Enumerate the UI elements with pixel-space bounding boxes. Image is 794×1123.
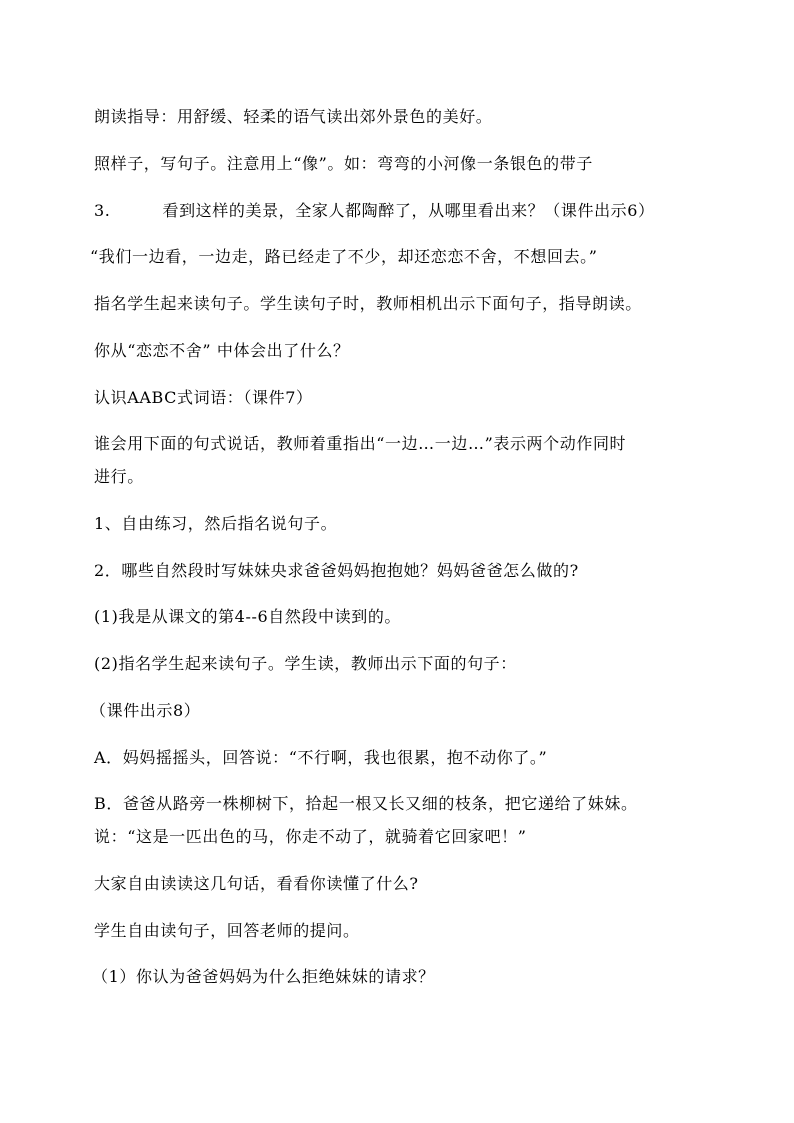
- text-line-12: (1)我是从课文的第4--6自然段中读到的。: [94, 607, 402, 626]
- text-line-7: 认识AABC式词语：（课件7）: [94, 388, 313, 407]
- text-line-1: 朗读指导：用舒缓、轻柔的语气读出郊外景色的美好。: [94, 107, 493, 126]
- text-line-14: （课件出示8）: [90, 701, 201, 720]
- text-line-4: “我们一边看，一边走，路已经走了不少，却还恋恋不舍，不想回去。”: [90, 247, 598, 266]
- text-line-15: A．妈妈摇摇头，回答说：“不行啊，我也很累，抱不动你了。”: [94, 748, 548, 767]
- text-line-3: [94, 201, 655, 221]
- text-line-17: 说：“这是一匹出色的马，你走不动了，就骑着它回家吧！”: [94, 827, 527, 846]
- item-text: 看到这样的美景，全家人都陶醉了，从哪里看出来？（课件出示6）: [162, 201, 655, 220]
- item-number: 3.: [94, 201, 111, 220]
- text-line-20: （1）你认为爸爸妈妈为什么拒绝妹妹的请求？: [92, 967, 435, 986]
- text-line-19: 学生自由读句子，回答老师的提问。: [94, 921, 360, 940]
- text-line-2: 照样子，写句子。注意用上“像”。如：弯弯的小河像一条银色的带子: [94, 154, 593, 173]
- text-line-13: (2)指名学生起来读句子。学生读，教师出示下面的句子：: [94, 654, 517, 673]
- text-line-16: B．爸爸从路旁一株柳树下，拾起一根又长又细的枝条，把它递给了妹妹。: [94, 794, 638, 813]
- text-line-18: 大家自由读读这几句话，看看你读懂了什么?: [94, 874, 419, 893]
- text-line-6: 你从“恋恋不舍” 中体会出了什么？: [94, 341, 350, 360]
- text-line-9: 进行。: [94, 467, 144, 486]
- text-line-8: 谁会用下面的句式说话，教师着重指出“一边…一边…”表示两个动作同时: [94, 434, 627, 453]
- text-line-10: 1、自由练习，然后指名说句子。: [94, 514, 338, 533]
- text-line-5: 指名学生起来读句子。学生读句子时，教师相机出示下面句子，指导朗读。: [94, 294, 642, 313]
- text-line-11: 2．哪些自然段时写妹妹央求爸爸妈妈抱抱她？妈妈爸爸怎么做的?: [94, 561, 579, 580]
